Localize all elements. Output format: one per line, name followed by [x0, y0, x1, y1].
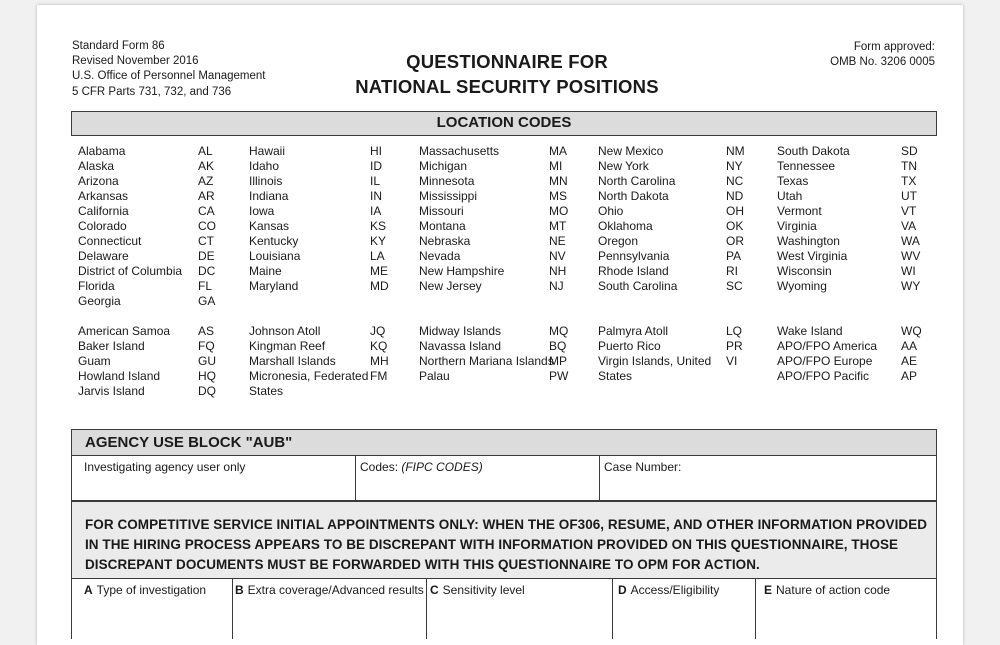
location-name: Louisiana [249, 249, 301, 263]
title-line-2: NATIONAL SECURITY POSITIONS [355, 76, 659, 97]
location-name: Maine [249, 264, 282, 278]
field-label: Type of investigation [96, 583, 207, 597]
location-code: HI [370, 144, 382, 158]
location-name: Rhode Island [598, 264, 669, 278]
location-name: California [78, 204, 129, 218]
location-code: AL [198, 144, 213, 158]
location-name: Illinois [249, 174, 283, 188]
location-code: OH [726, 204, 744, 218]
fipc-codes-field[interactable] [360, 460, 483, 474]
location-name: Minnesota [419, 174, 475, 188]
location-code: PW [549, 369, 569, 383]
location-name: Ohio [598, 204, 624, 218]
location-code: NE [549, 234, 566, 248]
location-code: NH [549, 264, 567, 278]
location-code: SC [726, 279, 743, 293]
location-name: Colorado [78, 219, 127, 233]
location-code: AS [198, 324, 215, 338]
location-name: Alaska [78, 159, 115, 173]
location-name: Arizona [78, 174, 119, 188]
location-name: Howland Island [78, 369, 161, 383]
location-name: Navassa Island [419, 339, 502, 353]
location-name: Wisconsin [777, 264, 832, 278]
location-code: BQ [549, 339, 567, 353]
location-code: TX [901, 174, 917, 188]
location-code: SD [901, 144, 918, 158]
location-name: Iowa [249, 204, 275, 218]
divider [355, 456, 356, 501]
location-code: NC [726, 174, 744, 188]
divider [232, 579, 233, 639]
notice-line: FOR COMPETITIVE SERVICE INITIAL APPOINTMENTS ONLY: WHEN THE OF306, RESUME, AND OTHER INFORMATION PROVIDED [85, 517, 928, 532]
location-name: Oklahoma [598, 219, 653, 233]
location-name: Connecticut [78, 234, 142, 248]
location-name: Marshall Islands [249, 354, 336, 368]
location-name: Puerto Rico [598, 339, 661, 353]
field-label: Access/Eligibility [630, 583, 720, 597]
location-code: WA [901, 234, 920, 248]
location-code: CT [198, 234, 214, 248]
location-name: Hawaii [249, 144, 286, 158]
location-code: FL [198, 279, 213, 293]
location-name: Guam [78, 354, 111, 368]
location-name: Vermont [777, 204, 822, 218]
location-code: FM [370, 369, 388, 383]
location-code: MH [370, 354, 389, 368]
field-letter: C [430, 583, 439, 597]
location-name: Midway Islands [419, 324, 502, 338]
location-code: MI [549, 159, 563, 173]
location-name: APO/FPO Pacific [777, 369, 870, 383]
location-name: States [598, 369, 633, 383]
location-name: Texas [777, 174, 809, 188]
location-codes-header: LOCATION CODES [71, 111, 937, 136]
location-name: Palmyra Atoll [598, 324, 669, 338]
location-code: OK [726, 219, 744, 233]
location-code: MO [549, 204, 569, 218]
location-name: Maryland [249, 279, 299, 293]
location-code: TN [901, 159, 917, 173]
form-approved-label: Form approved: [853, 41, 935, 53]
location-code: VT [901, 204, 917, 218]
location-name: South Carolina [598, 279, 678, 293]
location-name: Wyoming [777, 279, 827, 293]
location-code: NJ [549, 279, 564, 293]
location-code: PR [726, 339, 743, 353]
notice-line: IN THE HIRING PROCESS APPEARS TO BE DISCREPANT WITH INFORMATION PROVIDED ON THIS QUESTIONNAIRE, THOSE [85, 537, 899, 552]
location-name: Jarvis Island [78, 384, 145, 398]
location-name: Baker Island [78, 339, 145, 353]
location-code: AZ [198, 174, 214, 188]
location-code: MN [549, 174, 568, 188]
location-name: North Dakota [598, 189, 669, 203]
location-name: Kentucky [249, 234, 299, 248]
location-code: VA [901, 219, 917, 233]
location-code: GU [198, 354, 216, 368]
location-code: AK [198, 159, 215, 173]
location-code: JQ [370, 324, 386, 338]
field-letter: B [235, 583, 244, 597]
location-name: States [249, 384, 284, 398]
location-code: DC [198, 264, 216, 278]
location-name: Nebraska [419, 234, 471, 248]
location-code: ME [370, 264, 388, 278]
form-revision: Revised November 2016 [72, 55, 199, 68]
location-name: Idaho [249, 159, 280, 173]
field-letter: D [618, 583, 627, 597]
location-code: UT [901, 189, 917, 203]
divider [599, 456, 600, 501]
location-code: ND [726, 189, 744, 203]
location-name: Micronesia, Federated [249, 369, 369, 383]
omb-number: OMB No. 3206 0005 [830, 56, 935, 68]
location-name: Massachusetts [419, 144, 500, 158]
location-code: MP [549, 354, 567, 368]
location-name: New Mexico [598, 144, 664, 158]
location-code: DQ [198, 384, 216, 398]
omb-approval [830, 40, 935, 70]
location-name: Tennessee [777, 159, 836, 173]
location-code: MQ [549, 324, 569, 338]
location-name: New Jersey [419, 279, 482, 293]
location-code: AP [901, 369, 918, 383]
location-code: WQ [901, 324, 922, 338]
location-code: MS [549, 189, 567, 203]
location-name: Missouri [419, 204, 464, 218]
location-code: KQ [370, 339, 388, 353]
location-name: Pennsylvania [598, 249, 670, 263]
location-name: APO/FPO America [777, 339, 878, 353]
location-name: Indiana [249, 189, 289, 203]
location-code: FQ [198, 339, 215, 353]
location-code: DE [198, 249, 215, 263]
location-code: PA [726, 249, 742, 263]
location-name: Wake Island [777, 324, 843, 338]
location-code: OR [726, 234, 744, 248]
title-line-1: QUESTIONNAIRE FOR [406, 51, 608, 72]
location-name: New York [598, 159, 649, 173]
location-code: AA [901, 339, 918, 353]
field-letter: A [84, 583, 93, 597]
location-name: District of Columbia [78, 264, 183, 278]
location-name: Delaware [78, 249, 129, 263]
location-code: WI [901, 264, 916, 278]
location-code: IN [370, 189, 382, 203]
form-cfr: 5 CFR Parts 731, 732, and 736 [72, 85, 232, 98]
sensitivity-level-field[interactable] [430, 583, 525, 597]
location-code: RI [726, 264, 738, 278]
location-code: ID [370, 159, 382, 173]
location-code: WV [901, 249, 921, 263]
location-name: Mississippi [419, 189, 478, 203]
divider [755, 579, 756, 639]
location-code: CA [198, 204, 215, 218]
location-code: IL [370, 174, 381, 188]
location-code: MD [370, 279, 389, 293]
location-name: Florida [78, 279, 115, 293]
location-name: Utah [777, 189, 803, 203]
nature-of-action-code-field[interactable] [764, 583, 890, 597]
location-name: West Virginia [777, 249, 848, 263]
form-identifier [72, 39, 265, 100]
location-name: Virgin Islands, United [598, 354, 712, 368]
page-title [337, 49, 677, 99]
type-of-investigation-field[interactable] [84, 583, 206, 597]
location-code: WY [901, 279, 921, 293]
location-code: MA [549, 144, 567, 158]
location-name: Michigan [419, 159, 468, 173]
location-code: IA [370, 204, 382, 218]
field-label: Nature of action code [776, 583, 891, 597]
location-code: KY [370, 234, 387, 248]
field-letter: E [764, 583, 773, 597]
extra-coverage-field[interactable] [235, 583, 424, 597]
location-code: HQ [198, 369, 216, 383]
divider [426, 579, 427, 639]
divider [612, 579, 613, 639]
access-eligibility-field[interactable] [618, 583, 719, 597]
form-number: Standard Form 86 [72, 40, 165, 52]
location-name: Montana [419, 219, 466, 233]
location-name: American Samoa [78, 324, 171, 338]
notice-line: DISCREPANT DOCUMENTS MUST BE FORWARDED WITH THIS QUESTIONNAIRE TO OPM FOR ACTION. [85, 557, 760, 572]
location-name: Washington [777, 234, 840, 248]
field-label: Extra coverage/Advanced results [247, 583, 424, 597]
sf86-form-page [37, 5, 963, 645]
case-number-field[interactable]: Case Number: [604, 460, 682, 474]
location-code: GA [198, 294, 216, 308]
field-label: Sensitivity level [442, 583, 525, 597]
location-name: Nevada [419, 249, 461, 263]
investigating-agency-field[interactable]: Investigating agency user only [84, 460, 246, 474]
location-code: NY [726, 159, 743, 173]
codes-label: Codes: [360, 460, 402, 474]
location-code: NV [549, 249, 566, 263]
location-name: Kingman Reef [249, 339, 326, 353]
location-code: LQ [726, 324, 743, 338]
location-name: Northern Mariana Islands [419, 354, 554, 368]
location-name: South Dakota [777, 144, 850, 158]
location-name: New Hampshire [419, 264, 505, 278]
location-name: Georgia [78, 294, 121, 308]
location-code: AE [901, 354, 918, 368]
location-name: Johnson Atoll [249, 324, 321, 338]
location-code: VI [726, 354, 738, 368]
location-code: CO [198, 219, 216, 233]
competitive-service-notice [71, 501, 937, 579]
agency-use-block-header: AGENCY USE BLOCK "AUB" [71, 429, 937, 456]
form-agency: U.S. Office of Personnel Management [72, 70, 266, 83]
location-name: Oregon [598, 234, 639, 248]
location-code: MT [549, 219, 567, 233]
location-code: KS [370, 219, 387, 233]
location-name: Virginia [777, 219, 817, 233]
location-name: Palau [419, 369, 450, 383]
location-code: AR [198, 189, 215, 203]
location-code: NM [726, 144, 745, 158]
location-code: LA [370, 249, 385, 263]
fipc-codes-hint: (FIPC CODES) [401, 460, 483, 474]
location-name: North Carolina [598, 174, 676, 188]
location-name: Kansas [249, 219, 290, 233]
location-name: Arkansas [78, 189, 129, 203]
location-name: APO/FPO Europe [777, 354, 873, 368]
location-name: Alabama [78, 144, 126, 158]
